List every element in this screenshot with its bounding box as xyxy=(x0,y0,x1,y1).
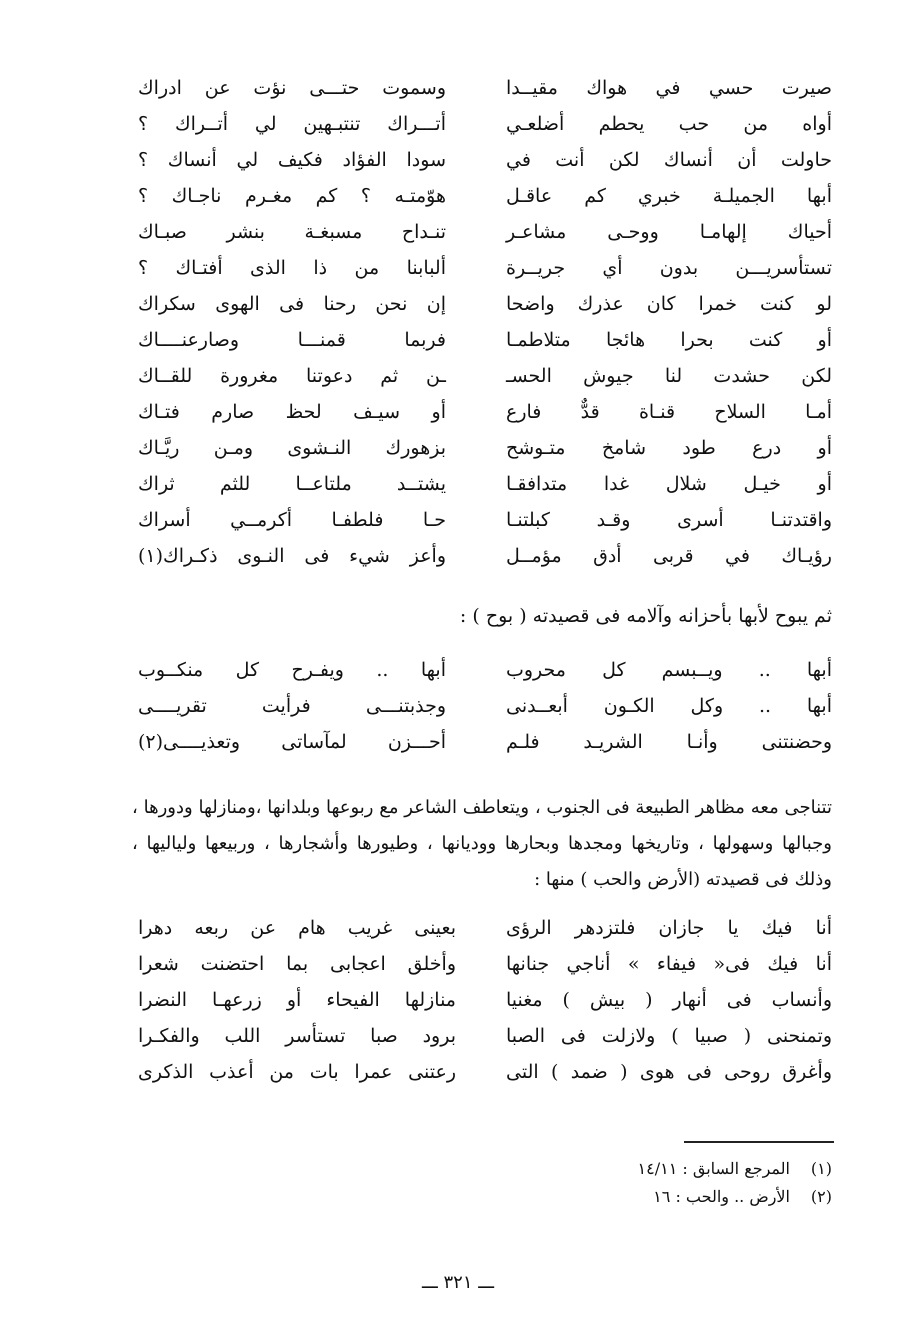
footnote-divider xyxy=(684,1141,834,1143)
verse-left: وأخلق اعجابى بما احتضنت شعرا xyxy=(138,953,456,975)
verse-left: وسموت حتـــى نؤت عن ادراك xyxy=(138,77,446,99)
footnote-text: المرجع السابق : ١٤/١١ xyxy=(637,1159,790,1178)
verse-right: أبها الجميلـة خبري كم عاقـل xyxy=(506,185,832,207)
verse-right: أنا فيك فى« فيفاء » أناجي جنانها xyxy=(506,953,832,975)
verse-left: برود صبا تستأسر اللب والفكـرا xyxy=(138,1025,456,1047)
verse-left: ـن ثم دعوتنا مغرورة للقــاك xyxy=(138,365,446,387)
verse-left: سودا الفؤاد فكيف لي أنساك ؟ xyxy=(138,149,446,171)
verse-left: وجذبتنـــى فرأيت تقريــــى xyxy=(138,695,446,717)
body-paragraph: تتناجى معه مظاهر الطبيعة فى الجنوب ، ويتعاطف الشاعر مع ربوعها وبلدانها ،ومنازلها ودورها ، وجبالها وسهولها ، وتاريخها ومجدها وبحارها ووديانها ، وطيورها وأشجارها ، وربيعها ولياليها ، وذلك فى قصيدته (الأرض والحب ) منها : xyxy=(132,797,832,890)
verse-left: فربما قمنـــا وصارعنــــاك xyxy=(138,329,446,351)
verse-left: إن نحن رحنا فى الهوى سكراك xyxy=(138,293,446,315)
verse-right: أو درع طود شامخ متـوشح xyxy=(506,437,832,459)
footnote-number: (١) xyxy=(810,1159,832,1178)
verse-right: وحضنتنى وأنـا الشريـد فلـم xyxy=(506,731,832,753)
poem-2-intro: ثم يبوح لأبها بأحزانه وآلامه فى قصيدته ( بوح ) : xyxy=(459,605,832,627)
verse-right: أواه من حب يحطم أضلعـي xyxy=(506,113,832,135)
verse-left: يشتــد ملتاعــا للثم ثراك xyxy=(138,473,446,495)
verse-left: أو سيـف لحظ صارم فتـاك xyxy=(138,401,446,423)
verse-left: بعينى غريب هام عن ربعه دهرا xyxy=(138,917,456,939)
footnote-text: الأرض .. والحب : ١٦ xyxy=(653,1187,790,1206)
verse-right: تستأسريـــن بدون أي جريــرة xyxy=(506,257,832,279)
verse-right: أبها .. وكل الكـون أبعــدنى xyxy=(506,695,832,717)
verse-left: تنـداح مسبغـة بنشر صبـاك xyxy=(138,221,446,243)
verse-left: أحـــزن لمآساتى وتعذيــــى(٢) xyxy=(138,731,446,753)
verse-right: حاولت أن أنساك لكن أنت في xyxy=(506,149,832,171)
verse-right: أو كنت بحرا هائجا متلاطمـا xyxy=(506,329,832,351)
page-number: ـــ ٣٢١ ـــ xyxy=(421,1272,495,1293)
verse-right: لكن حشدت لنا جيوش الحسـ xyxy=(506,365,832,387)
verse-right: وتمنحنى ( صبيا ) ولازلت فى الصبا xyxy=(506,1025,832,1047)
verse-left: هوّمتـه ؟ كم مغـرم ناجـاك ؟ xyxy=(138,185,446,207)
verse-left: بزهورك النـشوى ومـن ريَّـاك xyxy=(138,437,446,459)
verse-right: أحياك إلهامـا ووحـى مشاعـر xyxy=(506,221,832,243)
verse-left: أبها .. ويفـرح كل منكــوب xyxy=(138,659,446,681)
verse-left: رعتنى عمرا بات من أعذب الذكرى xyxy=(138,1061,456,1083)
verse-right: أمـا السلاح قنـاة قدٌّ فارع xyxy=(506,401,832,423)
verse-right: وأغرق روحى فى هوى ( ضمد ) التى xyxy=(506,1061,832,1083)
footnote-number: (٢) xyxy=(810,1187,832,1206)
verse-right: صيرت حسي في هواك مقيــدا xyxy=(506,77,832,99)
verse-left: ألبابنا من ذا الذى أفتـاك ؟ xyxy=(138,257,446,279)
verse-left: وأعز شيء فى النـوى ذكـراك(١) xyxy=(138,545,446,567)
verse-right: واقتدتنـا أسرى وقـد كبلتنـا xyxy=(506,509,832,531)
verse-left: منازلها الفيحاء أو زرعهـا النضرا xyxy=(138,989,456,1011)
verse-right: أو خيـل شلال غدا متدافقـا xyxy=(506,473,832,495)
verse-right: أنا فيك يا جازان فلتزدهر الرؤى xyxy=(506,917,832,939)
verse-left: أتـــراك تنتبـهين لي أتــراك ؟ xyxy=(138,113,446,135)
verse-right: وأنساب فى أنهار ( بيش ) مغنيا xyxy=(506,989,832,1011)
footnote xyxy=(653,1184,832,1210)
verse-left: حـا فلطفـا أكرمــي أسراك xyxy=(138,509,446,531)
verse-right: رؤيـاك في قربى أدق مؤمــل xyxy=(506,545,832,567)
verse-right: لو كنت خمرا كان عذرك واضحا xyxy=(506,293,832,315)
footnote xyxy=(638,1156,832,1182)
verse-right: أبها .. ويــبسم كل محروب xyxy=(506,659,832,681)
